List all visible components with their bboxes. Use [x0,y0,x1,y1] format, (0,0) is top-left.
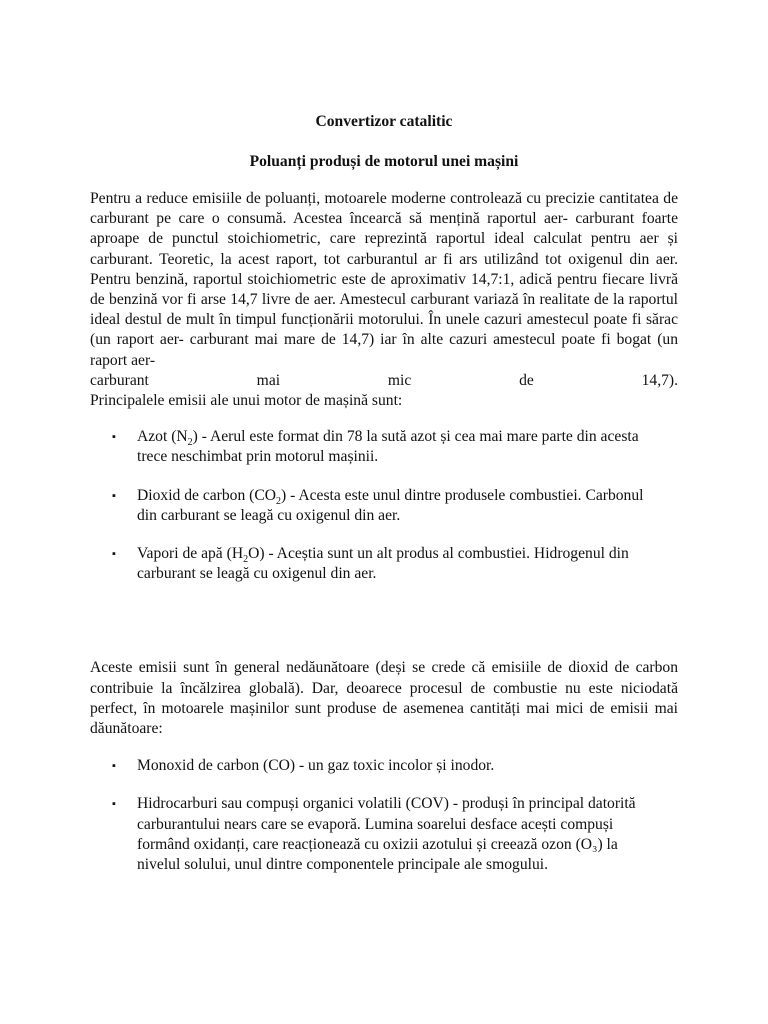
intro-line: Principalele emisii ale unui motor de mașină sunt: [90,392,403,410]
intro-line: aproximativ 14,7:1, adică pentru fiecare livră de benzină vor fi arse 14,7 livre de aer. [90,270,678,309]
harmful-intro-paragraph: Aceste emisii sunt în general nedăunătoare (deși se crede că emisiile de dioxid de carbon contribuie la încălzirea globală). Dar, deoarece procesul de combustie nu este niciodată perfect, în motoarele mașinilor sunt produse de asemenea cantități mai mici de emisii mai dăunătoare: [90,659,678,738]
harmful-emissions-list [90,756,678,875]
document-page [90,112,678,893]
bullet-icon: ▪ [112,431,116,444]
intro-line: calculat pentru aer și carburant. Teoretic, la acest raport, tot carburantul ar fi ars [90,230,678,268]
harmful-emission-text: Monoxid de carbon (CO) - un gaz toxic incolor și inodor. [137,757,495,775]
bullet-icon: ▪ [112,548,116,561]
intro-line: carburant foarte aproape de punctul stoichiometric, care reprezintă raportul ideal [90,210,678,248]
intro-line: funcționării motorului. În unele cazuri amestecul poate fi sărac (un raport aer- [90,311,678,349]
formula-subscript: 2 [243,554,249,566]
formula-subscript: 2 [187,437,193,449]
emissions-list [90,427,678,584]
bullet-icon: ▪ [112,760,116,773]
emission-text: ) - Aerul este format din 78 la sută azot și cea mai mare parte din acesta trece neschimbat prin motorul mașinii. [137,428,639,466]
intro-line: Amestecul carburant variază în realitate de la raportul ideal destul de mult în timpul [90,291,678,329]
bullet-icon: ▪ [112,489,116,502]
emission-text: Azot (N [137,428,188,446]
formula-subscript: 2 [276,495,282,507]
emission-text: Vapori de apă (H [137,545,244,563]
document-title: Convertizor catalitic [315,113,453,130]
document-subtitle: Poluanți produși de motorul unei mașini [249,153,519,170]
harmful-emission-item [90,756,660,776]
intro-line: carburant mai mic de 14,7). [90,371,678,389]
intro-line: Pentru a reduce emisiile de poluanți, motoarele moderne controlează cu precizie [90,190,600,207]
emission-text: O) - Aceștia sunt un alt produs al combustiei. Hidrogenul din carburant se leagă cu oxigenul din aer. [137,545,629,583]
emission-item [90,544,660,584]
intro-line: utilizând tot oxigenul din aer. Pentru benzină, raportul stoichiometric este de [90,250,678,288]
bullet-icon: ▪ [112,798,116,811]
intro-line: carburant mai mare de 14,7) iar în alte cazuri amestecul poate fi bogat (un raport aer- [90,331,678,369]
emission-text: Dioxid de carbon (CO [137,486,277,504]
intro-paragraph [90,189,678,411]
emission-text: ) - Acesta este unul dintre produsele combustiei. Carbonul din carburant se leagă cu oxigenul din aer. [137,486,644,524]
intro-line: cantitatea de carburant pe care o consumă. Acestea încearcă să mențină raportul aer- [90,190,678,228]
emission-item [90,427,660,467]
emission-item [90,486,660,526]
harmful-emission-item [90,794,660,875]
harmful-emission-text: Hidrocarburi sau compuși organici volatili (COV) - produși în principal datorită carburantului nears care se evaporă. Lumina soarelui desface acești compuși formând oxidanți, care reacționează cu oxizii azotului și creează ozon (O₃) la nivelul solului, unul dintre componentele principale ale smogului. [137,795,636,874]
